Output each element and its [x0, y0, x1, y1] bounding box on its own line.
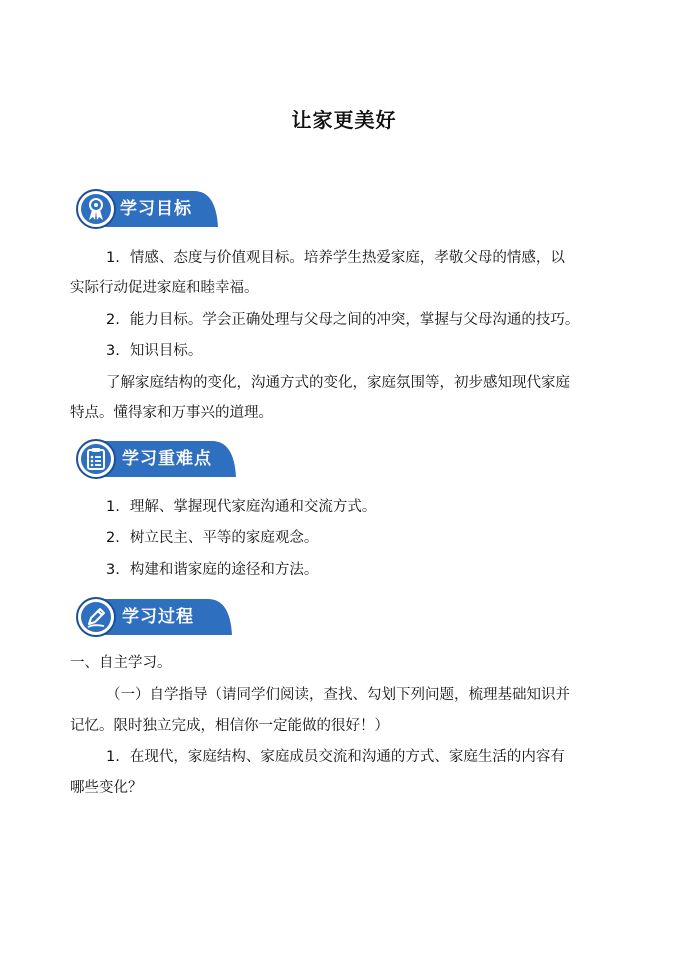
- key-point-2: 2. 树立民主、平等的家庭观念。: [106, 530, 319, 546]
- key-point-1: 1. 理解、掌握现代家庭沟通和交流方式。: [106, 499, 377, 515]
- goal-item-1-cont: 实际行动促进家庭和睦幸福。: [70, 280, 259, 296]
- goal-item-3: 3. 知识目标。: [106, 343, 203, 359]
- goal-knowledge-detail-cont: 特点。懂得家和万事兴的道理。: [70, 405, 273, 421]
- goal-item-2: 2. 能力目标。学会正确处理与父母之间的冲突，掌握与父母沟通的技巧。: [106, 312, 580, 328]
- section-label-goals: 学习目标: [120, 199, 192, 219]
- self-study-guide-cont: 记忆。限时独立完成，相信你一定能做的很好！）: [70, 718, 389, 734]
- process-heading: 一、自主学习。: [70, 655, 172, 671]
- page-title: 让家更美好: [291, 108, 397, 132]
- ribbon-award-icon: [84, 196, 108, 222]
- section-banner-key-points: [76, 439, 238, 479]
- section-banner-goals: [76, 189, 220, 229]
- clipboard-list-icon: [85, 447, 107, 471]
- question-1-cont: 哪些变化？: [70, 780, 143, 796]
- section-label-process: 学习过程: [122, 607, 194, 627]
- goal-item-1: 1. 情感、态度与价值观目标。培养学生热爱家庭，孝敬父母的情感，以: [106, 250, 565, 266]
- pencil-edit-icon: [84, 605, 108, 629]
- key-point-3: 3. 构建和谐家庭的途径和方法。: [106, 562, 319, 578]
- section-label-key-points: 学习重难点: [122, 449, 212, 469]
- section-banner-process: [76, 597, 234, 637]
- self-study-guide: （一）自学指导（请同学们阅读，查找、勾划下列问题，梳理基础知识并: [106, 687, 570, 703]
- goal-knowledge-detail: 了解家庭结构的变化，沟通方式的变化，家庭氛围等，初步感知现代家庭: [106, 375, 570, 391]
- question-1: 1. 在现代，家庭结构、家庭成员交流和沟通的方式、家庭生活的内容有: [106, 749, 565, 765]
